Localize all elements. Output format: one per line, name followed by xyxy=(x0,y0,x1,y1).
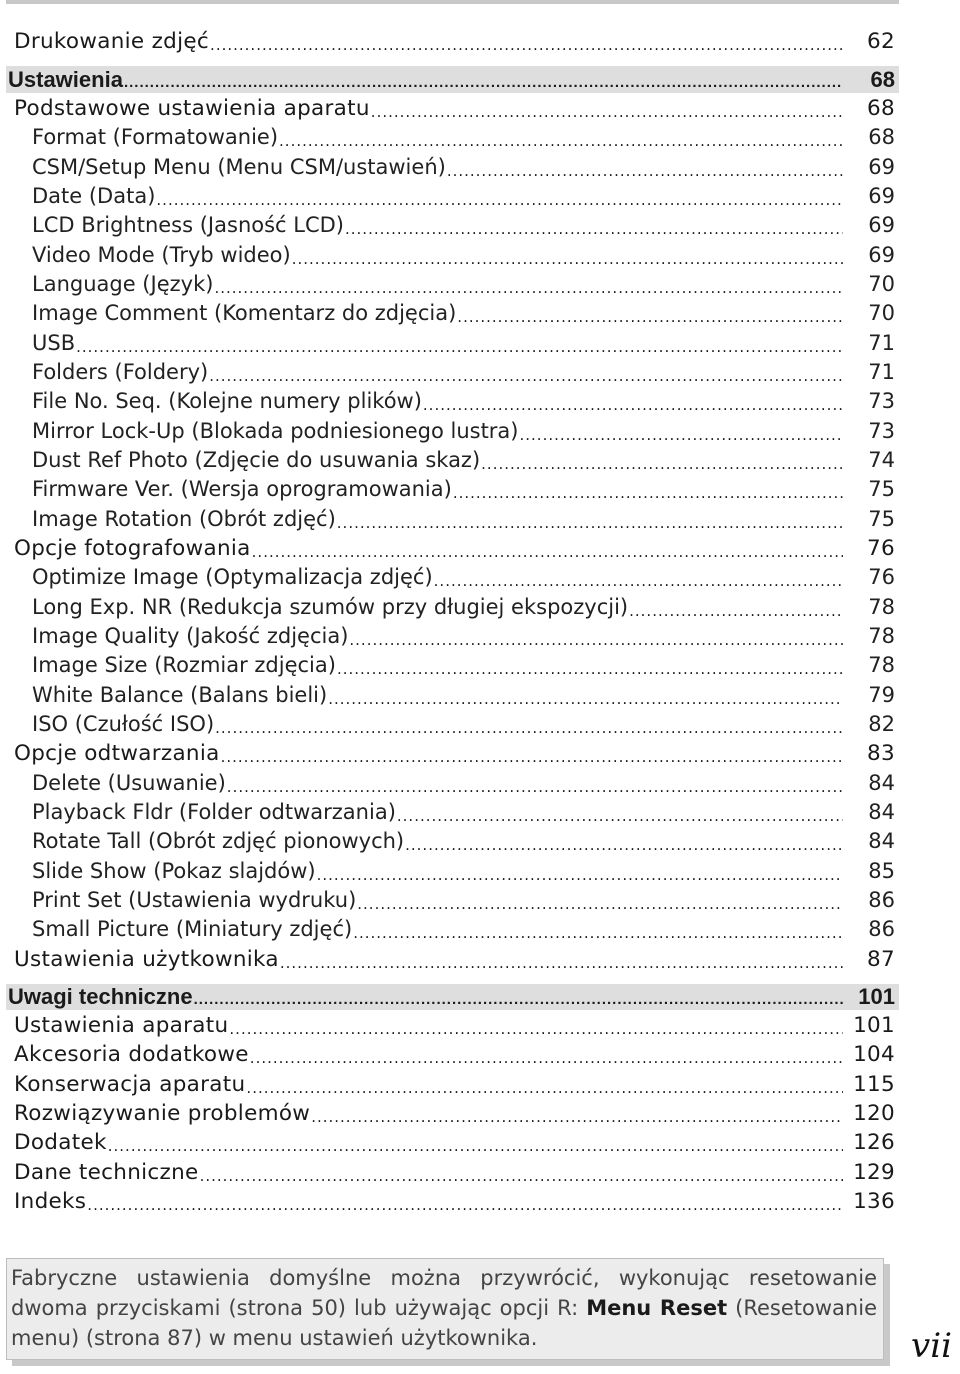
toc-entry-page: 82 xyxy=(868,711,895,736)
dot-leader xyxy=(279,130,843,152)
toc-entry-title: Image Rotation (Obrót zdjęć) xyxy=(32,506,336,531)
toc-section-row[interactable] xyxy=(6,1128,899,1157)
toc-section-row[interactable] xyxy=(6,27,899,56)
toc-section-row[interactable] xyxy=(6,1040,899,1069)
dot-leader xyxy=(227,776,843,798)
toc-entry-page: 69 xyxy=(868,183,895,208)
toc-entry-page: 73 xyxy=(868,389,895,414)
top-rule xyxy=(6,0,899,4)
toc-entry-page: 68 xyxy=(867,95,895,121)
toc-entry-page: 120 xyxy=(853,1101,895,1127)
toc-entry-title: Dodatek xyxy=(14,1130,107,1156)
toc-entry-title: LCD Brightness (Jasność LCD) xyxy=(32,213,344,238)
dot-leader xyxy=(337,512,843,534)
toc-entry-page: 75 xyxy=(868,477,895,502)
dot-leader xyxy=(250,1047,843,1069)
toc-entry-title: Image Quality (Jakość zdjęcia) xyxy=(32,623,349,648)
toc-entry-page: 115 xyxy=(853,1071,895,1097)
toc-entry-title: Akcesoria dodatkowe xyxy=(14,1042,249,1068)
toc-subsection-row[interactable] xyxy=(6,592,899,621)
toc-entry-title: Delete (Usuwanie) xyxy=(32,770,226,795)
dot-leader xyxy=(423,394,843,416)
toc-entry-title: Opcje odtwarzania xyxy=(14,741,220,767)
dot-leader xyxy=(246,1077,843,1099)
toc-subsection-row[interactable] xyxy=(6,270,899,299)
page-number: vii xyxy=(911,1326,952,1366)
toc-section-row[interactable] xyxy=(6,739,899,768)
toc-entry-title: Long Exp. NR (Redukcja szumów przy długiej ekspozycji) xyxy=(32,594,629,619)
reset-note-text xyxy=(7,1259,883,1353)
toc-subsection-row[interactable] xyxy=(6,563,899,592)
toc-section-row[interactable] xyxy=(6,94,899,123)
toc-entry-page: 104 xyxy=(853,1042,895,1068)
dot-leader xyxy=(292,248,843,270)
dot-leader xyxy=(87,1194,843,1216)
dot-leader xyxy=(156,189,843,211)
toc-entry-page: 126 xyxy=(853,1130,895,1156)
toc-entry-page: 71 xyxy=(868,330,895,355)
toc-entry-title: Dust Ref Photo (Zdjęcie do usuwania skaz) xyxy=(32,447,481,472)
toc-entry-page: 86 xyxy=(868,887,895,912)
toc-section-row[interactable] xyxy=(6,944,899,973)
toc-entry-title: White Balance (Balans bieli) xyxy=(32,682,328,707)
dot-leader xyxy=(214,277,843,299)
toc-entry-title: Rozwiązywanie problemów xyxy=(14,1101,311,1127)
toc-entry-title: Podstawowe ustawienia aparatu xyxy=(14,95,370,121)
toc-entry-title: Drukowanie zdjęć xyxy=(14,29,210,55)
toc-entry-page: 129 xyxy=(853,1159,895,1185)
toc-entry-page: 85 xyxy=(868,858,895,883)
dot-leader xyxy=(353,922,843,944)
dot-leader xyxy=(317,864,843,886)
toc-subsection-row[interactable] xyxy=(6,358,899,387)
toc-section-row[interactable] xyxy=(6,1187,899,1216)
toc-entry-page: 76 xyxy=(867,535,895,561)
toc-entry-page: 70 xyxy=(868,301,895,326)
dot-leader xyxy=(194,989,843,1011)
toc-entry-title: Folders (Foldery) xyxy=(32,359,209,384)
dot-leader xyxy=(229,1018,843,1040)
toc-entry-title: Format (Formatowanie) xyxy=(32,125,279,150)
toc-entry-page: 86 xyxy=(868,917,895,942)
toc-entry-page: 84 xyxy=(868,770,895,795)
toc-entry-page: 70 xyxy=(868,271,895,296)
toc-subsection-row[interactable] xyxy=(6,768,899,797)
toc-subsection-row[interactable] xyxy=(6,651,899,680)
toc-entry-page: 84 xyxy=(868,799,895,824)
toc-subsection-row[interactable] xyxy=(6,710,899,739)
toc-entry-title: Firmware Ver. (Wersja oprogramowania) xyxy=(32,477,452,502)
toc-subsection-row[interactable] xyxy=(6,123,899,152)
dot-leader xyxy=(371,101,843,123)
dot-leader xyxy=(447,160,843,182)
toc-entry-page: 73 xyxy=(868,418,895,443)
toc-entry-page: 68 xyxy=(868,125,895,150)
dot-leader xyxy=(124,72,843,94)
toc-entry-title: Mirror Lock-Up (Blokada podniesionego lustra) xyxy=(32,418,519,443)
toc-entry-page: 71 xyxy=(868,359,895,384)
toc-entry-title: Konserwacja aparatu xyxy=(14,1071,246,1097)
dot-leader xyxy=(76,336,843,358)
toc-entry-page: 62 xyxy=(867,29,895,55)
toc-section-row[interactable] xyxy=(6,1069,899,1098)
toc-entry-page: 76 xyxy=(868,565,895,590)
toc-subsection-row[interactable] xyxy=(6,416,899,445)
note-text-before: Fabryczne ustawienia domyślne można przywrócić, wykonując resetowanie dwoma przyciskami (strona 50) lub używając opcji R: xyxy=(11,1266,877,1320)
toc-entry-title: Small Picture (Miniatury zdjęć) xyxy=(32,917,353,942)
toc-entry-title: Optimize Image (Optymalizacja zdjęć) xyxy=(32,565,433,590)
toc-subsection-row[interactable] xyxy=(6,182,899,211)
toc-entry-title: Playback Fldr (Folder odtwarzania) xyxy=(32,799,396,824)
toc-entry-page: 78 xyxy=(868,653,895,678)
dot-leader xyxy=(328,688,843,710)
note-text-after: (Resetowanie menu) (strona 87) w menu ustawień użytkownika. xyxy=(11,1296,877,1350)
dot-leader xyxy=(357,893,843,915)
toc-subsection-row[interactable] xyxy=(6,152,899,181)
toc-entry-title: Print Set (Ustawienia wydruku) xyxy=(32,887,357,912)
dot-leader xyxy=(520,424,844,446)
reset-note-box xyxy=(6,1258,884,1360)
toc-entry-page: 69 xyxy=(868,154,895,179)
dot-leader xyxy=(108,1135,843,1157)
dot-leader xyxy=(349,629,843,651)
toc-chapter-row[interactable] xyxy=(6,64,899,93)
dot-leader xyxy=(629,600,843,622)
table-of-contents xyxy=(6,27,899,1216)
toc-subsection-row[interactable] xyxy=(6,827,899,856)
toc-entry-page: 78 xyxy=(868,594,895,619)
toc-entry-title: Ustawienia aparatu xyxy=(14,1013,229,1039)
toc-entry-title: Ustawienia xyxy=(8,66,123,92)
toc-subsection-row[interactable] xyxy=(6,622,899,651)
dot-leader xyxy=(252,541,843,563)
toc-section-row[interactable] xyxy=(6,1011,899,1040)
toc-section-row[interactable] xyxy=(6,1157,899,1186)
dot-leader xyxy=(453,482,843,504)
toc-subsection-row[interactable] xyxy=(6,240,899,269)
toc-entry-title: Rotate Tall (Obrót zdjęć pionowych) xyxy=(32,829,405,854)
toc-entry-title: Language (Język) xyxy=(32,271,214,296)
toc-subsection-row[interactable] xyxy=(6,211,899,240)
toc-entry-title: Opcje fotografowania xyxy=(14,535,251,561)
toc-subsection-row[interactable] xyxy=(6,446,899,475)
toc-subsection-row[interactable] xyxy=(6,886,899,915)
toc-entry-page: 78 xyxy=(868,623,895,648)
toc-entry-page: 68 xyxy=(870,66,895,92)
dot-leader xyxy=(397,805,843,827)
toc-section-row[interactable] xyxy=(6,534,899,563)
toc-entry-page: 69 xyxy=(868,242,895,267)
toc-entry-title: Uwagi techniczne xyxy=(8,983,193,1009)
toc-subsection-row[interactable] xyxy=(6,299,899,328)
toc-entry-page: 83 xyxy=(867,741,895,767)
toc-entry-page: 84 xyxy=(868,829,895,854)
toc-entry-page: 75 xyxy=(868,506,895,531)
toc-entry-page: 74 xyxy=(868,447,895,472)
toc-section-row[interactable] xyxy=(6,1099,899,1128)
toc-entry-title: Indeks xyxy=(14,1189,87,1215)
dot-leader xyxy=(345,218,843,240)
toc-entry-page: 87 xyxy=(867,946,895,972)
toc-entry-title: Image Comment (Komentarz do zdjęcia) xyxy=(32,301,457,326)
toc-subsection-row[interactable] xyxy=(6,328,899,357)
toc-entry-title: CSM/Setup Menu (Menu CSM/ustawień) xyxy=(32,154,446,179)
dot-leader xyxy=(210,34,843,56)
toc-entry-title: File No. Seq. (Kolejne numery plików) xyxy=(32,389,422,414)
toc-entry-title: Ustawienia użytkownika xyxy=(14,946,279,972)
dot-leader xyxy=(481,453,843,475)
dot-leader xyxy=(221,746,843,768)
toc-entry-title: Image Size (Rozmiar zdjęcia) xyxy=(32,653,336,678)
toc-entry-title: Video Mode (Tryb wideo) xyxy=(32,242,291,267)
note-bold-menu-reset: Menu Reset xyxy=(586,1296,728,1320)
dot-leader xyxy=(337,658,843,680)
toc-subsection-row[interactable] xyxy=(6,856,899,885)
toc-subsection-row[interactable] xyxy=(6,915,899,944)
dot-leader xyxy=(457,306,843,328)
toc-entry-page: 79 xyxy=(868,682,895,707)
toc-entry-title: Slide Show (Pokaz slajdów) xyxy=(32,858,316,883)
toc-entry-page: 101 xyxy=(853,1013,895,1039)
toc-entry-title: USB xyxy=(32,330,76,355)
dot-leader xyxy=(215,717,843,739)
toc-entry-title: ISO (Czułość ISO) xyxy=(32,711,215,736)
dot-leader xyxy=(280,952,843,974)
toc-subsection-row[interactable] xyxy=(6,387,899,416)
dot-leader xyxy=(405,834,843,856)
toc-subsection-row[interactable] xyxy=(6,475,899,504)
toc-entry-page: 136 xyxy=(853,1189,895,1215)
toc-entry-page: 101 xyxy=(858,983,895,1009)
dot-leader xyxy=(434,570,843,592)
toc-subsection-row[interactable] xyxy=(6,680,899,709)
toc-entry-page: 69 xyxy=(868,213,895,238)
dot-leader xyxy=(311,1106,843,1128)
toc-entry-title: Date (Data) xyxy=(32,183,156,208)
toc-subsection-row[interactable] xyxy=(6,504,899,533)
toc-entry-title: Dane techniczne xyxy=(14,1159,199,1185)
dot-leader xyxy=(209,365,843,387)
toc-chapter-row[interactable] xyxy=(6,982,899,1011)
toc-subsection-row[interactable] xyxy=(6,798,899,827)
dot-leader xyxy=(200,1165,843,1187)
